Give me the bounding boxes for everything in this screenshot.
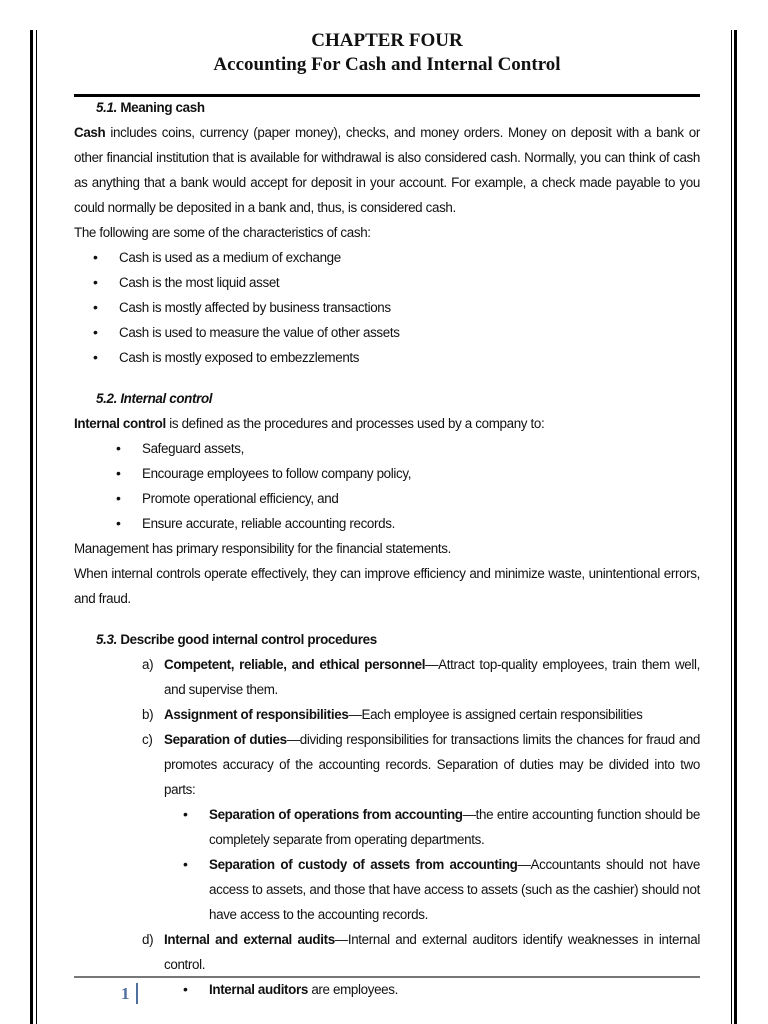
chapter-header — [74, 30, 700, 78]
cash-definition-text: includes coins, currency (paper money), checks, and money orders. Money on deposit with a bank or other financial institution that is available for withdrawal is also considered cash. Normally, you can think of cash as anything that a bank would accept for deposit in your account. For example, a check made payable to you could normally be deposited in a bank and, thus, is considered cash. — [74, 125, 700, 215]
list-marker: a) — [142, 657, 154, 672]
list-item — [209, 852, 700, 927]
procedure-term: Assignment of responsibilities — [164, 707, 349, 722]
internal-control-definition — [74, 411, 700, 436]
section-number: 5.2. — [96, 391, 117, 406]
procedure-item-d — [142, 927, 701, 1002]
sub-text: —Accountants should not have access to assets, and those that have access to assets (such as the cashier) should not have access to the accounting records. — [209, 857, 700, 922]
effective-controls-paragraph: When internal controls operate effectively, they can improve efficiency and minimize waste, unintentional errors, and fraud. — [74, 566, 700, 606]
audit-types-list — [164, 977, 700, 1002]
page-border-left-thin — [36, 30, 37, 1024]
page-border-left-thick — [30, 30, 33, 1024]
section-number: 5.1. — [96, 100, 117, 115]
list-marker: d) — [142, 932, 154, 947]
term-internal-control: Internal control — [74, 416, 166, 431]
definition-text: is defined as the procedures and processes used by a company to: — [165, 416, 545, 431]
procedure-term: Competent, reliable, and ethical personnel — [164, 657, 426, 672]
procedure-term: Separation of duties — [164, 732, 287, 747]
procedure-text: —dividing responsibilities for transactions limits the chances for fraud and promotes accuracy of the accounting records. Separation of duties may be divided into two parts: — [164, 732, 700, 797]
separation-parts-list — [164, 802, 700, 927]
page-border-right-thick — [734, 30, 737, 1024]
list-item — [209, 802, 700, 852]
footer-rule — [74, 976, 700, 978]
procedure-text: —Attract top-quality employees, train them well, and supervise them. — [164, 657, 700, 697]
section-title: Internal control — [120, 391, 213, 406]
list-item: • Cash is used as a medium of exchange — [119, 245, 700, 270]
term-cash: Cash — [74, 125, 106, 140]
procedure-item-c — [142, 727, 700, 927]
cash-definition-paragraph — [74, 120, 700, 220]
sub-term: Internal auditors — [209, 982, 308, 997]
sub-text: are employees. — [307, 982, 398, 997]
list-item: • Encourage employees to follow company policy, — [142, 461, 700, 486]
sub-text: —the entire accounting function should be completely separate from operating departments. — [209, 807, 700, 847]
sub-term: Separation of operations from accounting — [209, 807, 463, 822]
section-number: 5.3. — [96, 632, 117, 647]
list-marker: b) — [142, 707, 154, 722]
list-item: • Ensure accurate, reliable accounting records. — [142, 511, 700, 536]
list-item: • Promote operational efficiency, and — [142, 486, 700, 511]
procedure-item-b — [142, 702, 700, 727]
section-heading-5-3 — [74, 627, 700, 652]
procedure-text: —Internal and external auditors identify weaknesses in internal control. — [164, 932, 701, 972]
procedure-term: Internal and external audits — [164, 932, 335, 947]
section-heading-5-2 — [74, 386, 700, 411]
list-marker: c) — [142, 732, 153, 747]
procedure-text: —Each employee is assigned certain responsibilities — [348, 707, 643, 722]
page-number-bar — [136, 983, 138, 1004]
list-item: • Cash is mostly exposed to embezzlements — [119, 345, 700, 370]
page-number: 1 — [121, 984, 130, 1003]
internal-control-purposes-list — [74, 436, 700, 536]
cash-characteristics-intro: The following are some of the characteristics of cash: — [74, 225, 371, 240]
chapter-title: Accounting For Cash and Internal Control — [213, 54, 561, 75]
cash-characteristics-list — [74, 245, 700, 370]
control-procedures-list — [74, 652, 700, 1002]
list-item: • Safeguard assets, — [142, 436, 700, 461]
list-item: • Cash is used to measure the value of other assets — [119, 320, 700, 345]
procedure-item-a — [142, 652, 700, 702]
section-title: Describe good internal control procedures — [120, 632, 377, 647]
page-border-right-thin — [731, 30, 732, 1024]
section-spacer — [74, 370, 700, 386]
chapter-label: CHAPTER FOUR — [311, 30, 463, 51]
section-heading-5-1 — [74, 95, 700, 120]
document-body — [74, 95, 700, 1002]
section-spacer — [74, 611, 700, 627]
list-item — [209, 977, 700, 1002]
section-title: Meaning cash — [120, 100, 205, 115]
list-item: • Cash is mostly affected by business transactions — [119, 295, 700, 320]
sub-term: Separation of custody of assets from accounting — [209, 857, 518, 872]
management-responsibility-paragraph: Management has primary responsibility for the financial statements. — [74, 541, 451, 556]
list-item: • Cash is the most liquid asset — [119, 270, 700, 295]
